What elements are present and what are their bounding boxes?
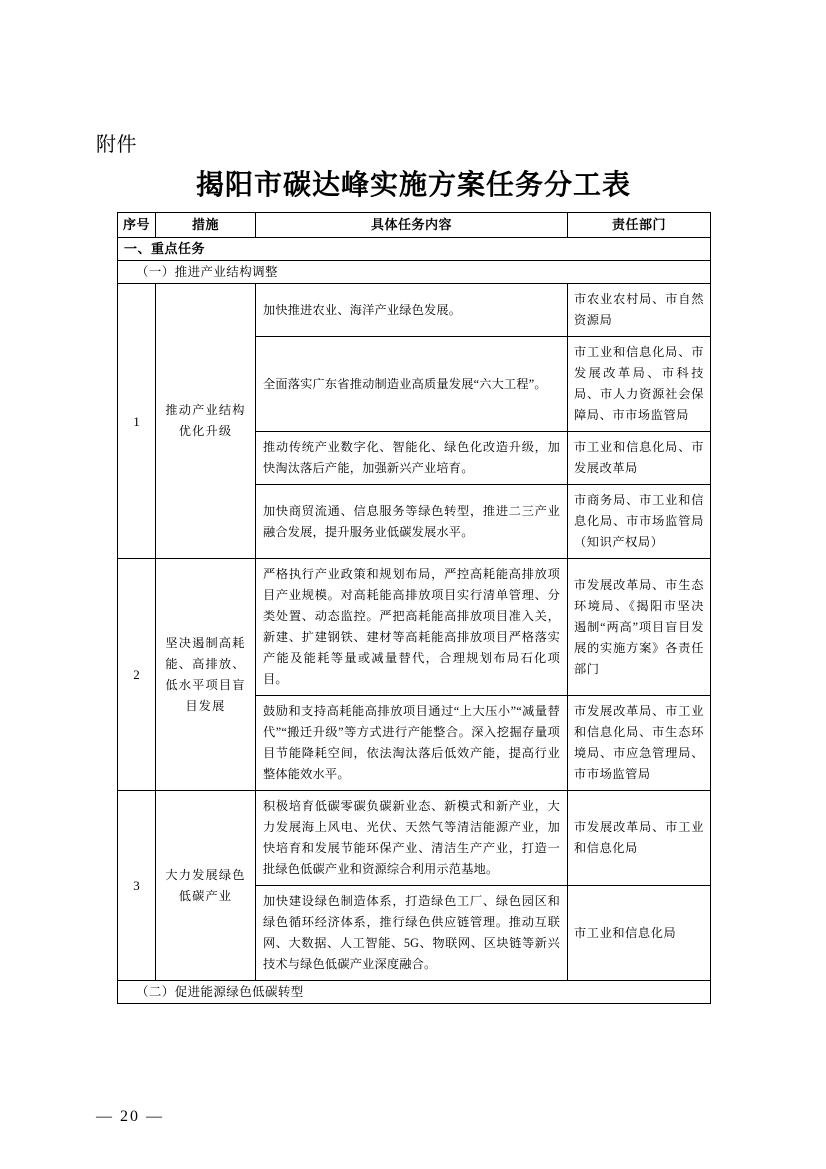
- table-row: [118, 559, 711, 696]
- column-header-seq: 序号: [118, 213, 156, 238]
- row-measure: 坚决遏制高耗能、高排放、低水平项目盲目发展: [156, 559, 256, 791]
- table-row: [118, 284, 711, 337]
- row-task: 积极培育低碳零碳负碳新业态、新模式和新产业，大力发展海上风电、光伏、天然气等清洁能源产业，加快培育和发展节能环保产业、清洁生产产业，打造一批绿色低碳产业和资源综合利用示范基地。: [256, 791, 568, 886]
- row-department: 市工业和信息化局、市发展改革局: [568, 432, 711, 485]
- column-header-department: 责任部门: [568, 213, 711, 238]
- row-department: 市农业农村局、市自然资源局: [568, 284, 711, 337]
- table-header-row: [118, 213, 711, 238]
- subsection-heading-row: [118, 981, 711, 1004]
- row-seq: 3: [118, 791, 156, 981]
- subsection-heading-energy-transition: （二）促进能源绿色低碳转型: [118, 981, 711, 1004]
- row-department: 市工业和信息化局、市发展改革局、市科技局、市人力资源社会保障局、市市场监管局: [568, 337, 711, 432]
- task-assignment-table: [117, 212, 711, 1004]
- page-title: 揭阳市碳达峰实施方案任务分工表: [195, 168, 631, 201]
- row-department: 市工业和信息化局: [568, 886, 711, 981]
- row-department: 市发展改革局、市工业和信息化局: [568, 791, 711, 886]
- row-measure: 大力发展绿色低碳产业: [156, 791, 256, 981]
- row-task: 加快商贸流通、信息服务等绿色转型，推进二三产业融合发展，提升服务业低碳发展水平。: [256, 485, 568, 559]
- subsection-heading-industrial-restructuring: （一）推进产业结构调整: [118, 261, 711, 284]
- table-row: [118, 791, 711, 886]
- column-header-task: 具体任务内容: [256, 213, 568, 238]
- attachment-label: 附件: [96, 132, 137, 156]
- row-department: 市发展改革局、市工业和信息化局、市生态环境局、市应急管理局、市市场监管局: [568, 696, 711, 791]
- row-task: 加快推进农业、海洋产业绿色发展。: [256, 284, 568, 337]
- row-task: 严格执行产业政策和规划布局，严控高耗能高排放项目产业规模。对高耗能高排放项目实行清单管理、分类处置、动态监控。严把高耗能高排放项目准入关，新建、扩建钢铁、建材等高耗能高排放项目严格落实产能及能耗等量或减量替代，合理规划布局石化项目。: [256, 559, 568, 696]
- row-task: 推动传统产业数字化、智能化、绿色化改造升级，加快淘汰落后产能，加强新兴产业培育。: [256, 432, 568, 485]
- section-heading-row: [118, 238, 711, 261]
- row-measure: 推动产业结构优化升级: [156, 284, 256, 559]
- page-number: — 20 —: [96, 1108, 164, 1125]
- section-heading-key-tasks: 一、重点任务: [118, 238, 711, 261]
- column-header-measure: 措施: [156, 213, 256, 238]
- row-department: 市商务局、市工业和信息化局、市市场监管局（知识产权局）: [568, 485, 711, 559]
- subsection-heading-row: [118, 261, 711, 284]
- row-seq: 1: [118, 284, 156, 559]
- row-task: 全面落实广东省推动制造业高质量发展“六大工程”。: [256, 337, 568, 432]
- row-department: 市发展改革局、市生态环境局、《揭阳市坚决遏制“两高”项目盲目发展的实施方案》各责任部门: [568, 559, 711, 696]
- row-task: 鼓励和支持高耗能高排放项目通过“上大压小”“减量替代”“搬迁升级”等方式进行产能整合。深入挖掘存量项目节能降耗空间，依法淘汰落后低效产能，提高行业整体能效水平。: [256, 696, 568, 791]
- row-seq: 2: [118, 559, 156, 791]
- row-task: 加快建设绿色制造体系，打造绿色工厂、绿色园区和绿色循环经济体系，推行绿色供应链管理。推动互联网、大数据、人工智能、5G、物联网、区块链等新兴技术与绿色低碳产业深度融合。: [256, 886, 568, 981]
